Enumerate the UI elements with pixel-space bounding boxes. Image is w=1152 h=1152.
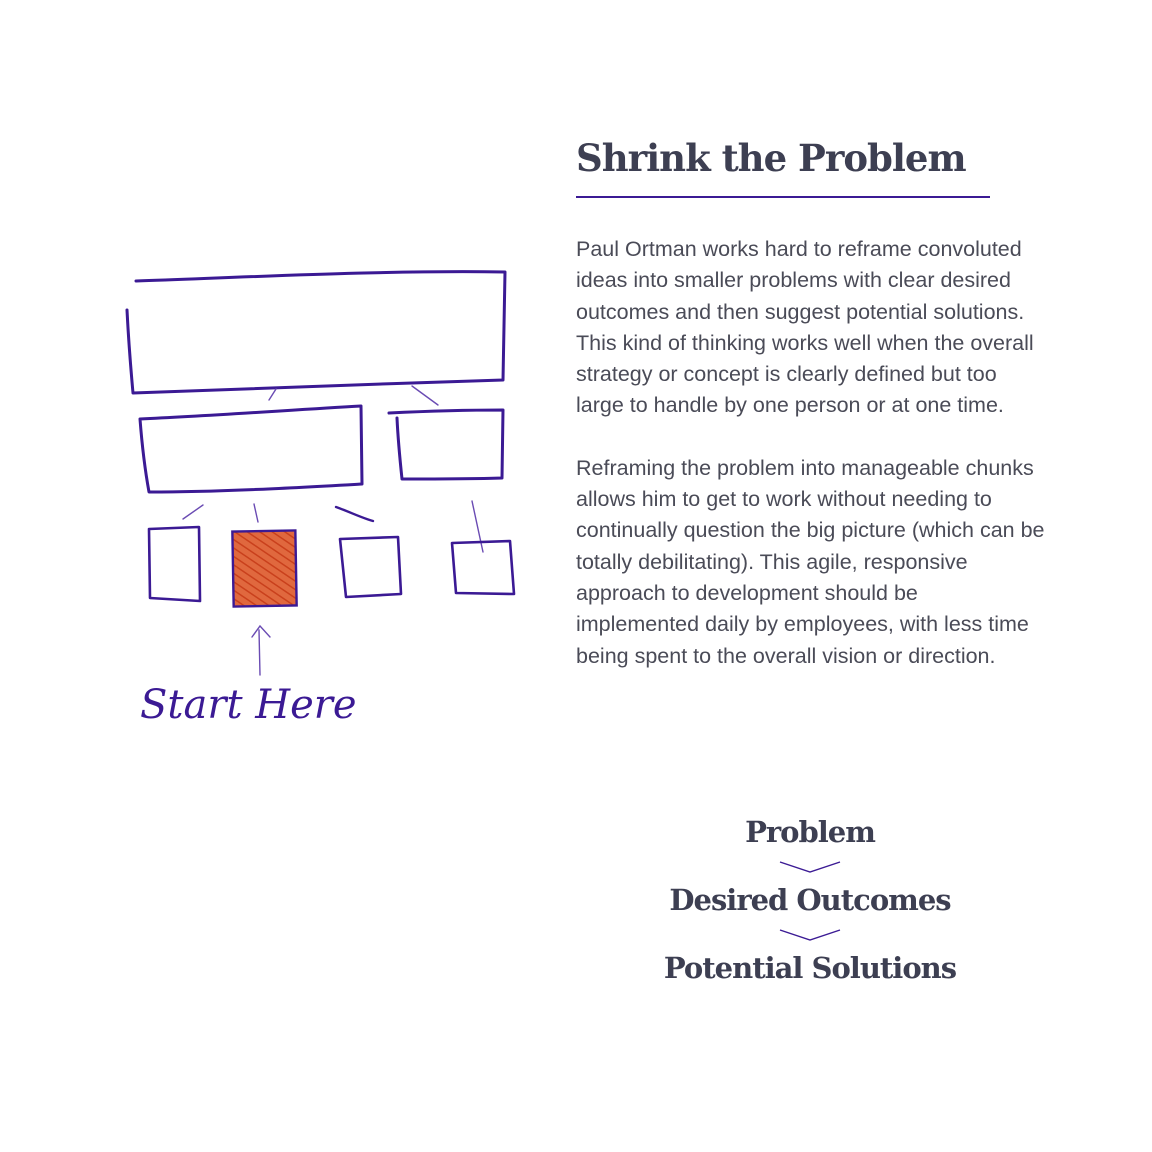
flow-step-potential-solutions: Potential Solutions: [663, 951, 957, 985]
problem-breakdown-sketch: [0, 0, 560, 800]
top-level-box: [127, 272, 505, 393]
start-here-caption: Start Here: [140, 682, 357, 728]
paragraph: Paul Ortman works hard to reframe convoluted ideas into smaller problems with clear desired outcomes and then suggest potential solutions. This kind of thinking works well when the overall strategy or concept is clearly defined but too large to handle by one person or at one time.: [576, 237, 1034, 418]
process-flow: [610, 812, 1010, 988]
connector-line: [412, 386, 438, 405]
chevron-down-icon: [779, 860, 841, 874]
connector-line: [254, 504, 258, 522]
start-arrow-head: [252, 626, 270, 637]
body-text: [576, 234, 1046, 703]
connector-line: [472, 501, 483, 552]
title-underline: [576, 196, 990, 198]
sub-task-box-1: [149, 527, 200, 601]
flow-step-problem: Problem: [745, 815, 875, 849]
connector-line: [336, 507, 373, 521]
start-task-box-highlighted: [232, 530, 296, 606]
flow-step-desired-outcomes: Desired Outcomes: [669, 883, 951, 917]
paragraph: Reframing the problem into manageable chunks allows him to get to work without needing to continually question the big picture (which can be totally debilitating). This agile, responsive approach to development should be implemented daily by employees, with less time being spent to the overall vision or direction.: [576, 455, 1045, 668]
sub-task-box-3: [340, 537, 401, 597]
chevron-down-icon: [779, 928, 841, 942]
connector-line: [269, 389, 276, 400]
connector-line: [183, 505, 203, 519]
mid-level-box-left: [140, 406, 362, 492]
page-title: Shrink the Problem: [576, 136, 966, 180]
start-arrow: [259, 630, 260, 675]
mid-level-box-right: [389, 410, 503, 479]
